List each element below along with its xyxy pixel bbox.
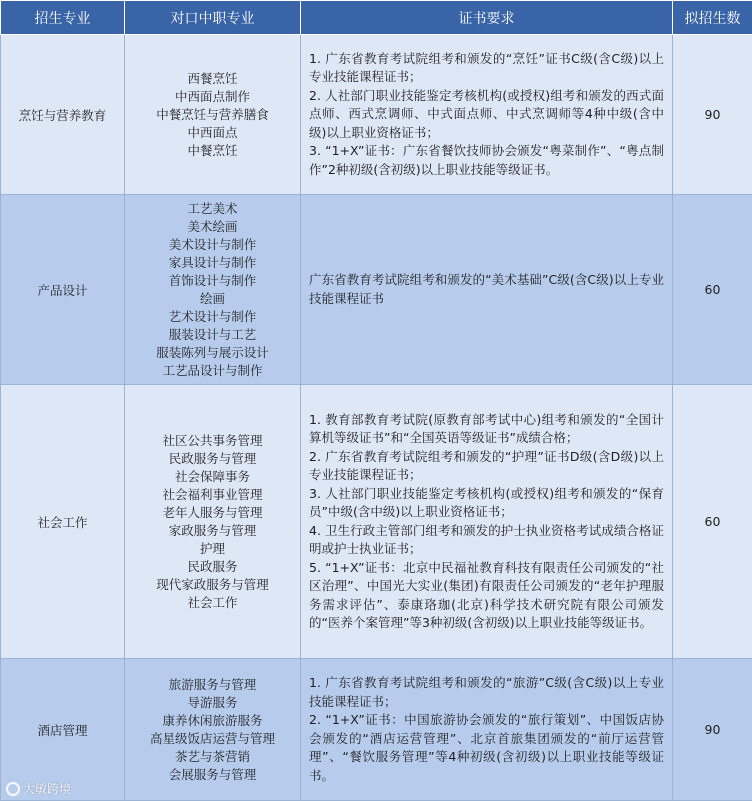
vocational-item: 美术设计与制作 <box>168 236 257 252</box>
requirement-item: 2. 人社部门职业技能鉴定考核机构(或授权)组考和颁发的西式面点师、西式烹调师、中式面点师、中式烹调师等4种中级(含中级)以上职业资格证书； <box>309 87 664 140</box>
requirements-cell <box>301 385 673 659</box>
table-row <box>1 195 752 385</box>
vocational-item: 社会工作 <box>187 594 238 610</box>
vocational-item: 会展服务与管理 <box>168 766 257 782</box>
vocational-item: 社会保障事务 <box>174 468 250 484</box>
vocational-item: 工艺品设计与制作 <box>162 362 263 378</box>
vocational-item: 民政服务与管理 <box>168 450 257 466</box>
requirements-cell <box>301 35 673 195</box>
vocational-item: 艺术设计与制作 <box>168 308 257 324</box>
table-row <box>1 659 752 801</box>
vocational-item: 高星级饭店运营与管理 <box>149 730 275 746</box>
vocational-item: 绘画 <box>199 290 225 306</box>
vocational-item: 家政服务与管理 <box>168 522 257 538</box>
requirement-item: 4. 卫生行政主管部门组考和颁发的护士执业资格考试成绩合格证明或护士执业证书； <box>309 522 664 556</box>
vocational-item: 西餐烹饪 <box>187 70 238 86</box>
vocational-item: 服装陈列与展示设计 <box>156 344 269 360</box>
vocational-cell <box>125 659 301 801</box>
count-cell: 90 <box>673 35 752 195</box>
requirement-item: 广东省教育考试院组考和颁发的“美术基础”C级(含C级)以上专业技能课程证书 <box>309 272 664 306</box>
requirement-item: 1. 广东省教育考试院组考和颁发的“烹饪”证书C级(含C级)以上专业技能课程证书； <box>309 50 664 85</box>
vocational-cell <box>125 35 301 195</box>
header-major: 招生专业 <box>1 1 125 35</box>
header-vocational: 对口中职专业 <box>125 1 301 35</box>
count-cell: 90 <box>673 659 752 801</box>
watermark <box>6 780 71 797</box>
vocational-item: 中西面点 <box>187 124 238 140</box>
vocational-item: 中西面点制作 <box>174 88 250 104</box>
watermark-text: 大敏跨境 <box>23 782 72 796</box>
count-cell: 60 <box>673 195 752 385</box>
requirement-item: 1. 广东省教育考试院组考和颁发的“旅游”C级(含C级)以上专业技能课程证书； <box>309 675 664 709</box>
watermark-logo-icon <box>6 782 20 796</box>
requirement-item: 3. “1+X”证书：广东省餐饮技师协会颁发“粤菜制作”、“粤点制作”2种初级(含初级)以上职业技能等级证书。 <box>309 143 664 177</box>
vocational-item: 社区公共事务管理 <box>162 432 263 448</box>
table-row <box>1 385 752 659</box>
vocational-item: 导游服务 <box>187 694 238 710</box>
vocational-item: 美术绘画 <box>187 218 238 234</box>
vocational-item: 服装设计与工艺 <box>168 326 257 342</box>
vocational-item: 工艺美术 <box>187 200 238 216</box>
major-cell: 产品设计 <box>1 195 125 385</box>
vocational-item: 社会福利事业管理 <box>162 486 263 502</box>
requirement-item: 2. “1+X”证书：中国旅游协会颁发的“旅行策划”、中国饭店协会颁发的“酒店运营管理”、北京首旅集团颁发的“前厅运营管理”、“餐饮服务管理”等4种初级(含初级)以上职业技能等级证书。 <box>309 712 664 783</box>
major-cell: 酒店管理 <box>1 659 125 801</box>
major-cell: 社会工作 <box>1 385 125 659</box>
header-requirements: 证书要求 <box>301 1 673 35</box>
vocational-item: 旅游服务与管理 <box>168 676 257 692</box>
vocational-item: 民政服务 <box>187 558 238 574</box>
count-cell: 60 <box>673 385 752 659</box>
header-count: 拟招生数 <box>673 1 752 35</box>
vocational-item: 首饰设计与制作 <box>168 272 257 288</box>
requirement-item: 3. 人社部门职业技能鉴定考核机构(或授权)组考和颁发的“保育员”中级(含中级)以上职业资格证书； <box>309 485 664 519</box>
requirements-cell <box>301 195 673 385</box>
requirement-item: 2. 广东省教育考试院组考和颁发的“护理”证书D级(含D级)以上专业技能课程证书； <box>309 448 664 482</box>
requirements-cell <box>301 659 673 801</box>
vocational-item: 康养休闲旅游服务 <box>162 712 263 728</box>
vocational-item: 老年人服务与管理 <box>162 504 263 520</box>
vocational-item: 中餐烹饪与营养膳食 <box>156 106 269 122</box>
table-row <box>1 35 752 195</box>
header-row <box>1 1 752 35</box>
vocational-item: 护理 <box>199 540 225 556</box>
major-cell: 烹饪与营养教育 <box>1 35 125 195</box>
vocational-item: 家具设计与制作 <box>168 254 257 270</box>
vocational-item: 现代家政服务与管理 <box>156 576 269 592</box>
vocational-cell <box>125 385 301 659</box>
requirement-item: 5. “1+X”证书：北京中民福祉教育科技有限责任公司颁发的“社区治理”、中国光大实业(集团)有限责任公司颁发的“老年护理服务需求评估”、泰康珞珈(北京)科学技术研究院有限公司颁发的“医养个案管理”等3种初级(含初级)以上职业技能等级证书。 <box>309 559 664 630</box>
requirement-item: 1. 教育部教育考试院(原教育部考试中心)组考和颁发的“全国计算机等级证书”和“全国英语等级证书”成绩合格； <box>309 411 664 445</box>
vocational-item: 茶艺与茶营销 <box>174 748 250 764</box>
vocational-item: 中餐烹饪 <box>187 142 238 158</box>
vocational-cell <box>125 195 301 385</box>
